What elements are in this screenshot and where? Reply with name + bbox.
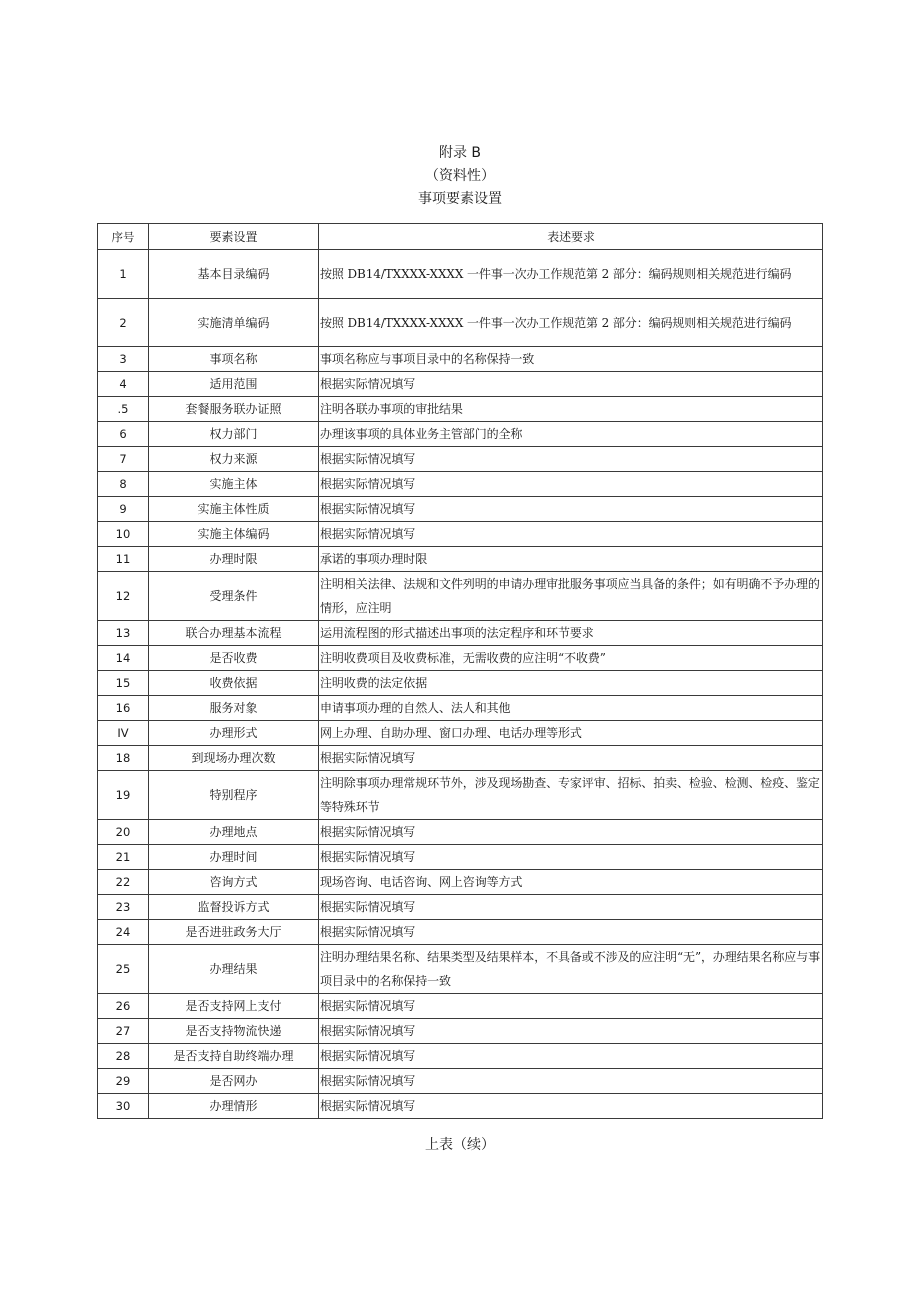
row-element: 权力部门 <box>149 422 319 447</box>
row-number: 20 <box>98 820 149 845</box>
row-requirement: 注明办理结果名称、结果类型及结果样本，不具备或不涉及的应注明“无”，办理结果名称应与事项目录中的名称保持一致 <box>319 945 823 994</box>
row-element: 受理条件 <box>149 572 319 621</box>
table-row <box>98 522 823 547</box>
row-requirement: 根据实际情况填写 <box>319 447 823 472</box>
row-element: 办理形式 <box>149 721 319 746</box>
row-number: 9 <box>98 497 149 522</box>
row-element: 是否支持物流快递 <box>149 1019 319 1044</box>
row-number: 13 <box>98 621 149 646</box>
row-requirement: 注明除事项办理常规环节外，涉及现场勘查、专家评审、招标、拍卖、检验、检测、检疫、鉴定等特殊环节 <box>319 771 823 820</box>
table-row <box>98 547 823 572</box>
row-requirement: 运用流程图的形式描述出事项的法定程序和环节要求 <box>319 621 823 646</box>
row-number: .5 <box>98 397 149 422</box>
table-continued-label: 上表（续） <box>425 1137 495 1153</box>
row-requirement: 注明收费项目及收费标准，无需收费的应注明“不收费” <box>319 646 823 671</box>
row-requirement: 根据实际情况填写 <box>319 820 823 845</box>
row-number: 24 <box>98 920 149 945</box>
table-row <box>98 299 823 347</box>
table-row <box>98 621 823 646</box>
column-header-no: 序号 <box>98 224 149 250</box>
row-requirement: 根据实际情况填写 <box>319 1019 823 1044</box>
table-row <box>98 572 823 621</box>
row-element: 是否支持网上支付 <box>149 994 319 1019</box>
table-row <box>98 1019 823 1044</box>
appendix-nature: （资料性） <box>425 168 495 184</box>
table-row <box>98 845 823 870</box>
row-number: 21 <box>98 845 149 870</box>
table-row <box>98 397 823 422</box>
row-element: 办理时间 <box>149 845 319 870</box>
row-element: 办理时限 <box>149 547 319 572</box>
row-requirement: 根据实际情况填写 <box>319 522 823 547</box>
row-element: 基本目录编码 <box>149 250 319 299</box>
table-row <box>98 447 823 472</box>
row-requirement: 根据实际情况填写 <box>319 472 823 497</box>
row-element: 套餐服务联办证照 <box>149 397 319 422</box>
row-number: 10 <box>98 522 149 547</box>
row-requirement: 根据实际情况填写 <box>319 1094 823 1119</box>
table-row <box>98 820 823 845</box>
row-element: 实施主体 <box>149 472 319 497</box>
table-header-row <box>98 224 823 250</box>
row-element: 是否网办 <box>149 1069 319 1094</box>
row-number: 4 <box>98 372 149 397</box>
row-element: 办理地点 <box>149 820 319 845</box>
row-element: 办理结果 <box>149 945 319 994</box>
row-requirement: 承诺的事项办理时限 <box>319 547 823 572</box>
row-element: 咨询方式 <box>149 870 319 895</box>
row-number: 8 <box>98 472 149 497</box>
row-number: 30 <box>98 1094 149 1119</box>
row-requirement: 按照 DB14/TXXXX-XXXX 一件事一次办工作规范第 2 部分：编码规则相关规范进行编码 <box>319 299 823 347</box>
row-number: 29 <box>98 1069 149 1094</box>
row-requirement: 根据实际情况填写 <box>319 920 823 945</box>
row-element: 是否进驻政务大厅 <box>149 920 319 945</box>
row-requirement: 根据实际情况填写 <box>319 746 823 771</box>
table-row <box>98 771 823 820</box>
table-row <box>98 497 823 522</box>
table-row <box>98 945 823 994</box>
appendix-label: 附录 B <box>438 145 482 161</box>
row-requirement: 按照 DB14/TXXXX-XXXX 一件事一次办工作规范第 2 部分：编码规则相关规范进行编码 <box>319 250 823 299</box>
table-row <box>98 422 823 447</box>
row-requirement: 注明各联办事项的审批结果 <box>319 397 823 422</box>
row-requirement: 根据实际情况填写 <box>319 372 823 397</box>
row-element: 监督投诉方式 <box>149 895 319 920</box>
row-requirement: 事项名称应与事项目录中的名称保持一致 <box>319 347 823 372</box>
column-header-item: 要素设置 <box>149 224 319 250</box>
row-number: 16 <box>98 696 149 721</box>
row-number: 2 <box>98 299 149 347</box>
row-element: 特别程序 <box>149 771 319 820</box>
row-number: 7 <box>98 447 149 472</box>
row-element: 办理情形 <box>149 1094 319 1119</box>
row-requirement: 注明收费的法定依据 <box>319 671 823 696</box>
row-element: 联合办理基本流程 <box>149 621 319 646</box>
row-number: 12 <box>98 572 149 621</box>
row-element: 到现场办理次数 <box>149 746 319 771</box>
row-requirement: 根据实际情况填写 <box>319 994 823 1019</box>
table-row <box>98 994 823 1019</box>
column-header-requirement: 表述要求 <box>319 224 823 250</box>
row-number: 3 <box>98 347 149 372</box>
row-requirement: 根据实际情况填写 <box>319 1069 823 1094</box>
row-requirement: 根据实际情况填写 <box>319 1044 823 1069</box>
table-row <box>98 472 823 497</box>
row-requirement: 注明相关法律、法规和文件列明的申请办理审批服务事项应当具备的条件；如有明确不予办理的情形，应注明 <box>319 572 823 621</box>
row-number: 11 <box>98 547 149 572</box>
row-number: 14 <box>98 646 149 671</box>
table-row <box>98 347 823 372</box>
table-row <box>98 895 823 920</box>
table-row <box>98 721 823 746</box>
row-element: 实施主体性质 <box>149 497 319 522</box>
row-number: 6 <box>98 422 149 447</box>
row-element: 事项名称 <box>149 347 319 372</box>
row-element: 权力来源 <box>149 447 319 472</box>
row-element: 实施主体编码 <box>149 522 319 547</box>
table-row <box>98 920 823 945</box>
row-requirement: 网上办理、自助办理、窗口办理、电话办理等形式 <box>319 721 823 746</box>
row-requirement: 根据实际情况填写 <box>319 895 823 920</box>
row-number: 23 <box>98 895 149 920</box>
row-number: 1 <box>98 250 149 299</box>
row-element: 是否收费 <box>149 646 319 671</box>
row-number: 27 <box>98 1019 149 1044</box>
row-number: 25 <box>98 945 149 994</box>
table-title: 事项要素设置 <box>418 191 502 207</box>
row-element: 适用范围 <box>149 372 319 397</box>
row-number: 18 <box>98 746 149 771</box>
element-settings-table <box>97 223 823 1119</box>
row-element: 是否支持自助终端办理 <box>149 1044 319 1069</box>
table-row <box>98 696 823 721</box>
row-number: 15 <box>98 671 149 696</box>
table-row <box>98 746 823 771</box>
row-requirement: 根据实际情况填写 <box>319 497 823 522</box>
table-row <box>98 1069 823 1094</box>
table-row <box>98 372 823 397</box>
row-number: 26 <box>98 994 149 1019</box>
row-requirement: 申请事项办理的自然人、法人和其他 <box>319 696 823 721</box>
row-element: 实施清单编码 <box>149 299 319 347</box>
table-body <box>98 224 823 1119</box>
table-row <box>98 250 823 299</box>
table-row <box>98 1094 823 1119</box>
table-row <box>98 870 823 895</box>
table-row <box>98 1044 823 1069</box>
table-row <box>98 671 823 696</box>
row-element: 收费依据 <box>149 671 319 696</box>
row-number: IV <box>98 721 149 746</box>
table-row <box>98 646 823 671</box>
row-number: 19 <box>98 771 149 820</box>
row-requirement: 现场咨询、电话咨询、网上咨询等方式 <box>319 870 823 895</box>
row-requirement: 根据实际情况填写 <box>319 845 823 870</box>
row-number: 22 <box>98 870 149 895</box>
row-requirement: 办理该事项的具体业务主管部门的全称 <box>319 422 823 447</box>
row-number: 28 <box>98 1044 149 1069</box>
row-element: 服务对象 <box>149 696 319 721</box>
